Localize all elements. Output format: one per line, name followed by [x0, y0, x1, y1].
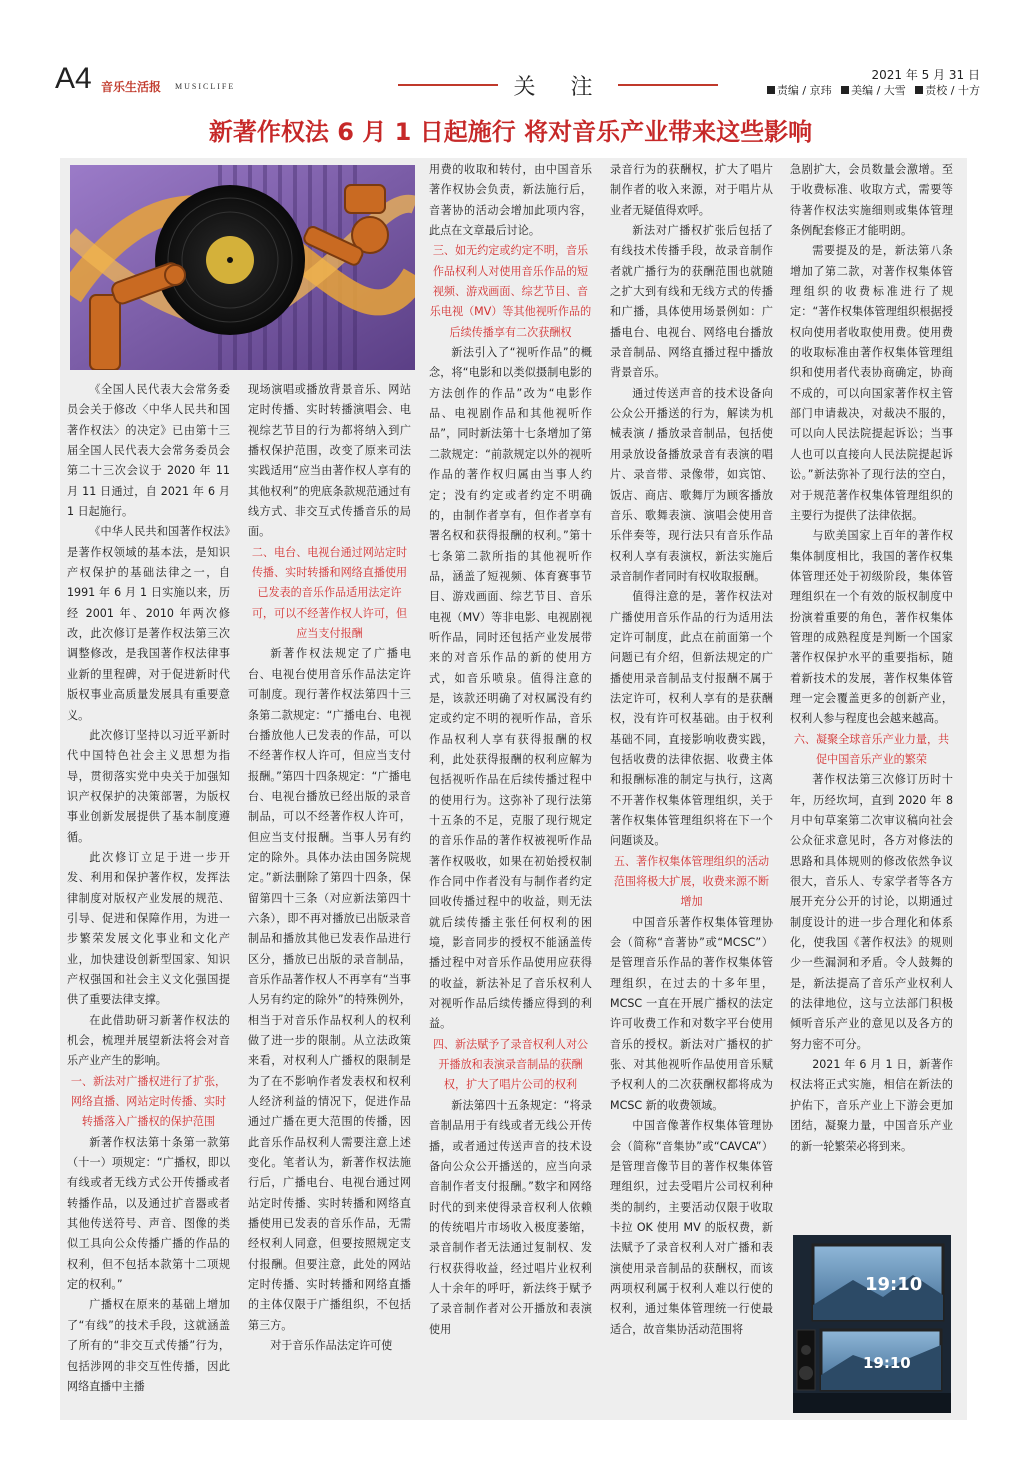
article-column-4	[610, 160, 773, 1340]
vinyl-robot-photo	[70, 165, 415, 370]
section-subheading: 四、新法赋予了录音权利人对公开播放和表演录音制品的获酬权，扩大了唱片公司的权利	[432, 1037, 589, 1092]
paragraph: 此次修订坚持以习近平新时代中国特色社会主义思想为指导，贯彻落实党中央关于加强知识产权保护的决策部署，为版权事业创新发展提供了基本制度遵循。	[67, 728, 230, 844]
section-subheading: 一、新法对广播权进行了扩张，网络直播、网站定时传播、实时转播落入广播权的保护范围	[70, 1074, 227, 1129]
article-headline: 新著作权法 6 月 1 日起施行 将对音乐产业带来这些影响	[208, 118, 813, 146]
issue-date: 2021 年 5 月 31 日	[871, 68, 980, 82]
paragraph: 中国音像著作权集体管理协会（简称“音集协”或“CAVCA”）是管理音像节目的著作权集体管理组织，过去受唱片公司权利种类的制约，主要活动仅限于收取卡拉 OK 使用 MV 的版权费，新法赋予了录音权利人对广播和表演使用录音制品的获酬权，而该两项权利属于权利人难以行使的权利，通过集体管理统一行使最适合，故音集协活动范围将	[610, 1119, 773, 1336]
page-number: A4	[55, 62, 92, 95]
paragraph: 此次修订立足于进一步开发、利用和保护著作权，发挥法律制度对版权产业发展的规范、引导、促进和保障作用，为进一步繁荣发展文化事业和文化产业，加快建设创新型国家、知识产权强国和社会主义文化强国提供了重要法律支撑。	[67, 850, 230, 1007]
bullet-square-icon	[841, 86, 849, 94]
paragraph: 2021 年 6 月 1 日，新著作权法将正式实施，相信在新法的护佑下，音乐产业上下游会更加团结，凝聚力量，中国音乐产业的新一轮繁荣必将到来。	[790, 1058, 953, 1153]
newspaper-latin-name: MUSICLIFE	[175, 82, 236, 91]
paragraph: 《中华人民共和国著作权法》是著作权领域的基本法，是知识产权保护的基础法律之一，自 1991 年 6 月 1 日实施以来，历经 2001 年、2010 年两次修改，此次修订是著作权法第三次调整修改，是我国著作权法律事业新的里程碑，对于促进新时代版权事业高质量发展具有重要意义。	[67, 525, 230, 722]
screen-clock-text: 19:10	[865, 1274, 923, 1295]
proofreader-credit: 责校 / 十方	[925, 84, 980, 97]
paragraph: 新著作权法规定了广播电台、电视台使用音乐作品法定许可制度。现行著作权法第四十三条第二款规定：“广播电台、电视台播放他人已发表的作品，可以不经著作权人许可，但应当支付报酬。”第四十四条规定：“广播电台、电视台播放已经出版的录音制品，可以不经著作权人许可，但应当支付报酬。当事人另有约定的除外。具体办法由国务院规定。”新法删除了第四十四条，保留第四十三条（对应新法第四十六条），即不再对播放已出版录音制品和播放其他已发表作品进行区分，播放已出版的录音制品，音乐作品著作权人不再享有“当事人另有约定的除外”的特殊例外，相当于对音乐作品权利人的权利做了进一步的限制。从立法政策来看，对权利人广播权的限制是为了在不影响作者发表权和权利人经济利益的情况下，促进作品通过广播在更大范围的传播，因此音乐作品权利人需要注意上述变化。笔者认为，新著作权法施行后，广播电台、电视台通过网站定时传播、实时转播和网络直播使用已发表的音乐作品，无需经权利人同意，但要按照规定支付报酬。但要注意，此处的网站定时传播、实时转播和网络直播的主体仅限于广播组织，不包括第三方。	[248, 647, 411, 1332]
paragraph: 新法第四十五条规定：“将录音制品用于有线或者无线公开传播，或者通过传送声音的技术设备向公众公开播送的，应当向录音制作者支付报酬。”数字和网络时代的到来使得录音权利人依赖的传统唱片市场收入极度萎缩，录音制作者无法通过复制权、发行权获得收益，经过唱片业权利人十余年的呼吁，新法终于赋予了录音制作者对公开播放和表演使用	[429, 1098, 592, 1336]
section-subheading: 三、如无约定或约定不明，音乐作品权利人对使用音乐作品的短视频、游戏画面、综艺节目、音乐电视（MV）等其他视听作品的后续传播享有二次获酬权	[429, 244, 592, 339]
newspaper-name: 音乐生活报	[101, 80, 162, 94]
paragraph: 广播权在原来的基础上增加了“有线”的技术手段，这就涵盖了所有的“非交互式传播”行为，包括涉网的非交互性传播，因此网络直播中主播	[67, 1298, 230, 1393]
paragraph: 录音行为的获酬权，扩大了唱片制作者的收入来源，对于唱片从业者无疑值得欢呼。	[610, 163, 773, 217]
article-column-2	[248, 380, 411, 1357]
paragraph: 急剧扩大，会员数量会激增。至于收费标准、收取方式，需要等待著作权法实施细则或集体管理条例配套修正才能明朗。	[790, 163, 953, 238]
bullet-square-icon	[767, 86, 775, 94]
section-subheading: 六、凝聚全球音乐产业力量，共促中国音乐产业的繁荣	[793, 732, 950, 766]
paragraph: 著作权法第三次修订历时十年，历经坎坷，直到 2020 年 8 月中旬草案第二次审议稿向社会公众征求意见时，各方对修法的思路和具体规则的修改依然争议很大，音乐人、专家学者等各方展开充分公开的讨论，以期通过制度设计的进一步合理化和体系化，使我国《著作权法》的规则少一些漏洞和矛盾。令人鼓舞的是，新法提高了音乐产业权利人的法律地位，这与立法部门积极倾听音乐产业的意见以及各方的努力密不可分。	[790, 773, 953, 1051]
article-column-1	[67, 380, 230, 1397]
section-rule-right	[618, 84, 718, 86]
paragraph: 新法引入了“视听作品”的概念，将“电影和以类似摄制电影的方法创作的作品”改为“电影作品、电视剧作品和其他视听作品”，同时新法第十七条增加了第二款规定：“前款规定以外的视听作品的著作权归属由当事人约定；没有约定或者约定不明确的，由制作者享有，但作者享有署名权和获得报酬的权利。”第十七条第二款所指的其他视听作品，涵盖了短视频、体育赛事节目、游戏画面、综艺节目、音乐电视（MV）等非电影、电视剧视听作品，同时还包括产业发展带来的对音乐作品的新的使用方式，如音乐喷泉。值得注意的是，该款还明确了对权属没有约定或约定不明的视听作品，音乐作品权利人享有获得报酬的权利，此处获得报酬的权利应解为包括视听作品在后续传播过程中的使用行为。这弥补了现行法第十五条的不足，克服了现行规定的音乐作品的著作权被视听作品著作权吸收，如果在初始授权制作合同中作者没有与制作者约定回收传播过程中的收益，则无法就后续传播主张任何权利的困境，影音同步的授权不能涵盖传播过程中对音乐作品使用应获得的收益，新法补足了音乐权利人对视听作品后续传播应得到的利益。	[429, 346, 592, 1031]
editor-credits	[761, 82, 980, 98]
paragraph: 在此借助研习新著作权法的机会，梳理并展望新法将会对音乐产业产生的影响。	[67, 1013, 230, 1068]
paragraph: 与欧美国家上百年的著作权集体制度相比，我国的著作权集体管理还处于初级阶段，集体管理组织在一个有效的版权制度中扮演着重要的角色，著作权集体管理的成熟程度是判断一个国家著作权保护水平的重要指标，随着新技术的发展，著作权集体管理一定会覆盖更多的创新产业，权利人参与程度也会越来越高。	[790, 529, 953, 726]
section-subheading: 五、著作权集体管理组织的活动范围将极大扩展，收费来源不断增加	[613, 854, 770, 909]
section-subheading: 二、电台、电视台通过网站定时传播、实时转播和网络直播使用已发表的音乐作品适用法定许可，可以不经著作权人许可，但应当支付报酬	[251, 545, 408, 641]
page-header	[55, 62, 980, 102]
paragraph: 需要提及的是，新法第八条增加了第二款，对著作权集体管理组织的收费标准进行了规定：“著作权集体管理组织根据授权向使用者收取使用费。使用费的收取标准由著作权集体管理组织和使用者代表协商确定，协商不成的，可以向国家著作权主管部门申请裁决，对裁决不服的，可以向人民法院提起诉讼；当事人也可以直接向人民法院提起诉讼。”新法弥补了现行法的空白，对于规范著作权集体管理组织的主要行为提供了法律依据。	[790, 244, 953, 522]
paragraph: 新著作权法第十条第一款第（十一）项规定：“广播权，即以有线或者无线方式公开传播或者转播作品，以及通过扩音器或者其他传送符号、声音、图像的类似工具向公众传播广播的作品的权利，但不包括本款第十二项规定的权利。”	[67, 1135, 230, 1292]
article-column-3	[429, 160, 592, 1340]
paragraph: 中国音乐著作权集体管理协会（简称“音著协”或“MCSC”）是管理音乐作品的著作权集体管理组织，在过去的十多年里，MCSC 一直在开展广播权的法定许可收费工作和对数字平台使用音乐的授权。新法对广播权的扩张、对其他视听作品使用音乐赋予权利人的二次获酬权都将成为 MCSC 新的收费领域。	[610, 915, 773, 1112]
paragraph: 新法对广播权扩张后包括了有线技术传播手段，故录音制作者就广播行为的获酬范围也就随之扩大到有线和无线方式的传播和广播，具体使用场景例如：广播电台、电视台、网络电台播放录音制品、网络直播过程中播放背景音乐。	[610, 224, 773, 380]
studio-monitors-photo	[793, 1235, 951, 1413]
bullet-square-icon	[915, 86, 923, 94]
section-title: 关 注	[513, 75, 607, 100]
editor-credit: 责编 / 京玮	[776, 84, 832, 97]
paragraph: 通过传送声音的技术设备向公众公开播送的行为，解读为机械表演 / 播放录音制品，包括使用录放设备播放录音有表演的唱片、录音带、录像带，如宾馆、饭店、商店、歌舞厅为顾客播放音乐、歌舞表演、演唱会使用音乐伴奏等，现行法只有音乐作品权利人享有表演权，新法实施后录音制作者同时有权收取报酬。	[610, 386, 773, 583]
article-column-5	[790, 160, 953, 1157]
designer-credit: 美编 / 大雪	[851, 84, 906, 97]
paragraph: 现场演唱或播放背景音乐、网站定时传播、实时转播演唱会、电视综艺节目的行为都将纳入到广播权保护范围，改变了原来司法实践适用“应当由著作权人享有的其他权利”的兜底条款规范通过有线方式、非交互式传播音乐的局面。	[248, 383, 411, 539]
paragraph: 值得注意的是，著作权法对广播使用音乐作品的行为适用法定许可制度，此点在前面第一个问题已有介绍，但新法规定的广播使用录音制品支付报酬不属于法定许可，权利人享有的是获酬权，没有许可权基础。由于权利基础不同，直接影响收费实践，包括收费的法律依据、收费主体和报酬标准的制定与执行，这离不开著作权集体管理组织，关于著作权集体管理组织将在下一个问题谈及。	[610, 590, 773, 848]
section-rule-left	[398, 84, 498, 86]
paragraph: 《全国人民代表大会常务委员会关于修改〈中华人民共和国著作权法〉的决定》已由第十三届全国人民代表大会常务委员会第二十三次会议于 2020 年 11 月 11 日通过，自 2021 年 6 月 1 日起施行。	[67, 383, 230, 519]
screen-clock-text: 19:10	[863, 1354, 911, 1372]
paragraph: 对于音乐作品法定许可使	[270, 1339, 393, 1353]
paragraph: 用费的收取和转付，由中国音乐著作权协会负责，新法施行后，音著协的活动会增加此项内容，此点在文章最后讨论。	[429, 163, 592, 238]
